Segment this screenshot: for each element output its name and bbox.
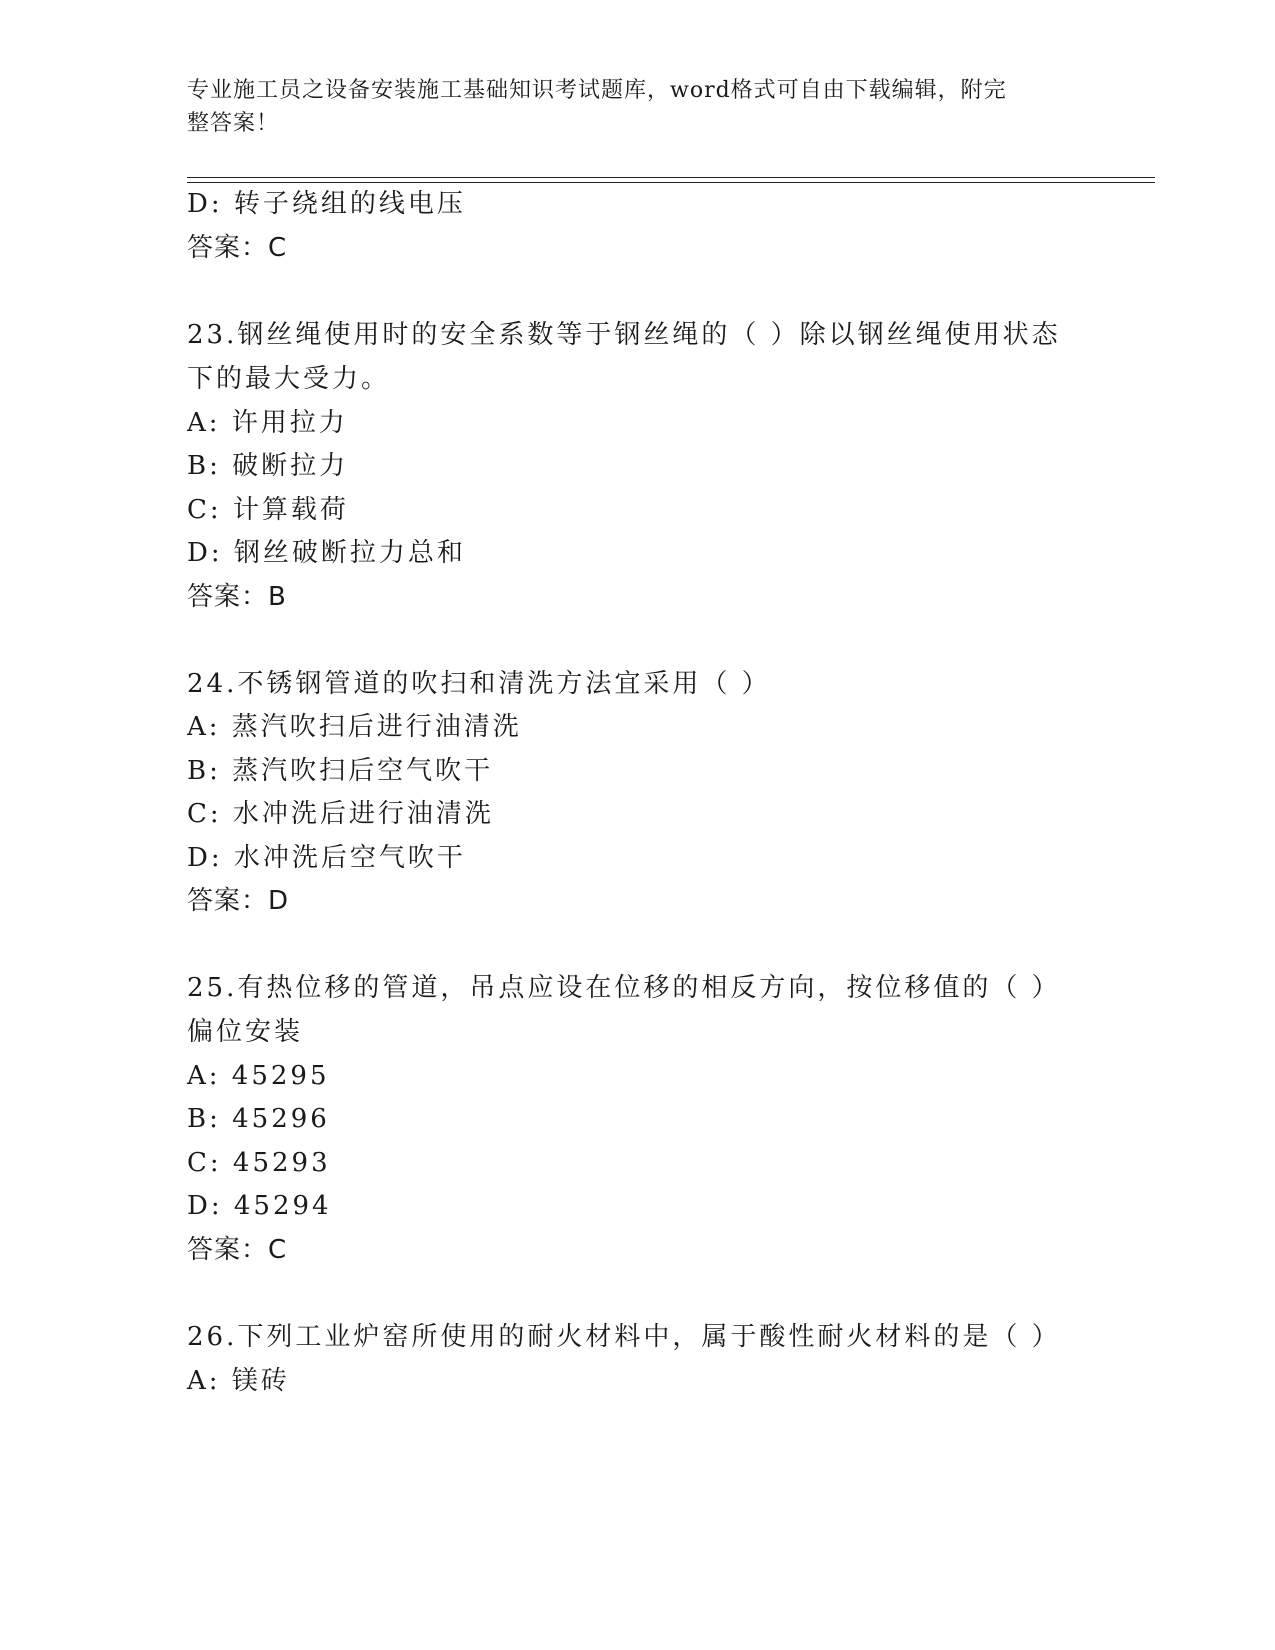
header-rule-top xyxy=(187,177,1155,178)
q23-option-d: D: 钢丝破断拉力总和 xyxy=(187,538,466,568)
q25-option-b: B: 45296 xyxy=(187,1104,330,1134)
q23-answer: 答案：B xyxy=(187,582,287,612)
q23-stem-line1: 23.钢丝绳使用时的安全系数等于钢丝绳的（ ）除以钢丝绳使用状态 xyxy=(187,320,1061,350)
q23-option-b: B: 破断拉力 xyxy=(187,451,349,481)
header-title-line2: 整答案！ xyxy=(187,111,280,136)
q25-option-d: D: 45294 xyxy=(187,1191,332,1221)
q24-option-d: D: 水冲洗后空气吹干 xyxy=(187,843,466,873)
q24-option-b: B: 蒸汽吹扫后空气吹干 xyxy=(187,756,494,786)
header-rule-bottom xyxy=(187,182,1155,183)
q26-option-a: A: 镁砖 xyxy=(187,1366,290,1396)
q25-stem-line2: 偏位安装 xyxy=(187,1017,304,1047)
prev-option-d: D: 转子绕组的线电压 xyxy=(187,189,466,219)
q26-stem-line1: 26.下列工业炉窑所使用的耐火材料中，属于酸性耐火材料的是（ ） xyxy=(187,1322,1061,1352)
q24-answer: 答案：D xyxy=(187,886,290,916)
page-header xyxy=(187,74,1067,140)
q23-option-a: A: 许用拉力 xyxy=(187,408,348,438)
q24-option-a: A: 蒸汽吹扫后进行油清洗 xyxy=(187,712,522,742)
q23-stem-line2: 下的最大受力。 xyxy=(187,364,391,394)
q24-stem-line1: 24.不锈钢管道的吹扫和清洗方法宜采用（ ） xyxy=(187,669,771,699)
q25-stem-line1: 25.有热位移的管道，吊点应设在位移的相反方向，按位移值的（ ） xyxy=(187,973,1061,1003)
prev-answer: 答案：C xyxy=(187,233,288,263)
q23-option-c: C: 计算载荷 xyxy=(187,495,349,525)
q25-option-a: A: 45295 xyxy=(187,1061,330,1091)
header-title-line1: 专业施工员之设备安装施工基础知识考试题库，word格式可自由下载编辑，附完 xyxy=(187,78,1007,103)
q25-answer: 答案：C xyxy=(187,1235,288,1265)
q24-option-c: C: 水冲洗后进行油清洗 xyxy=(187,799,494,829)
q25-option-c: C: 45293 xyxy=(187,1148,331,1178)
